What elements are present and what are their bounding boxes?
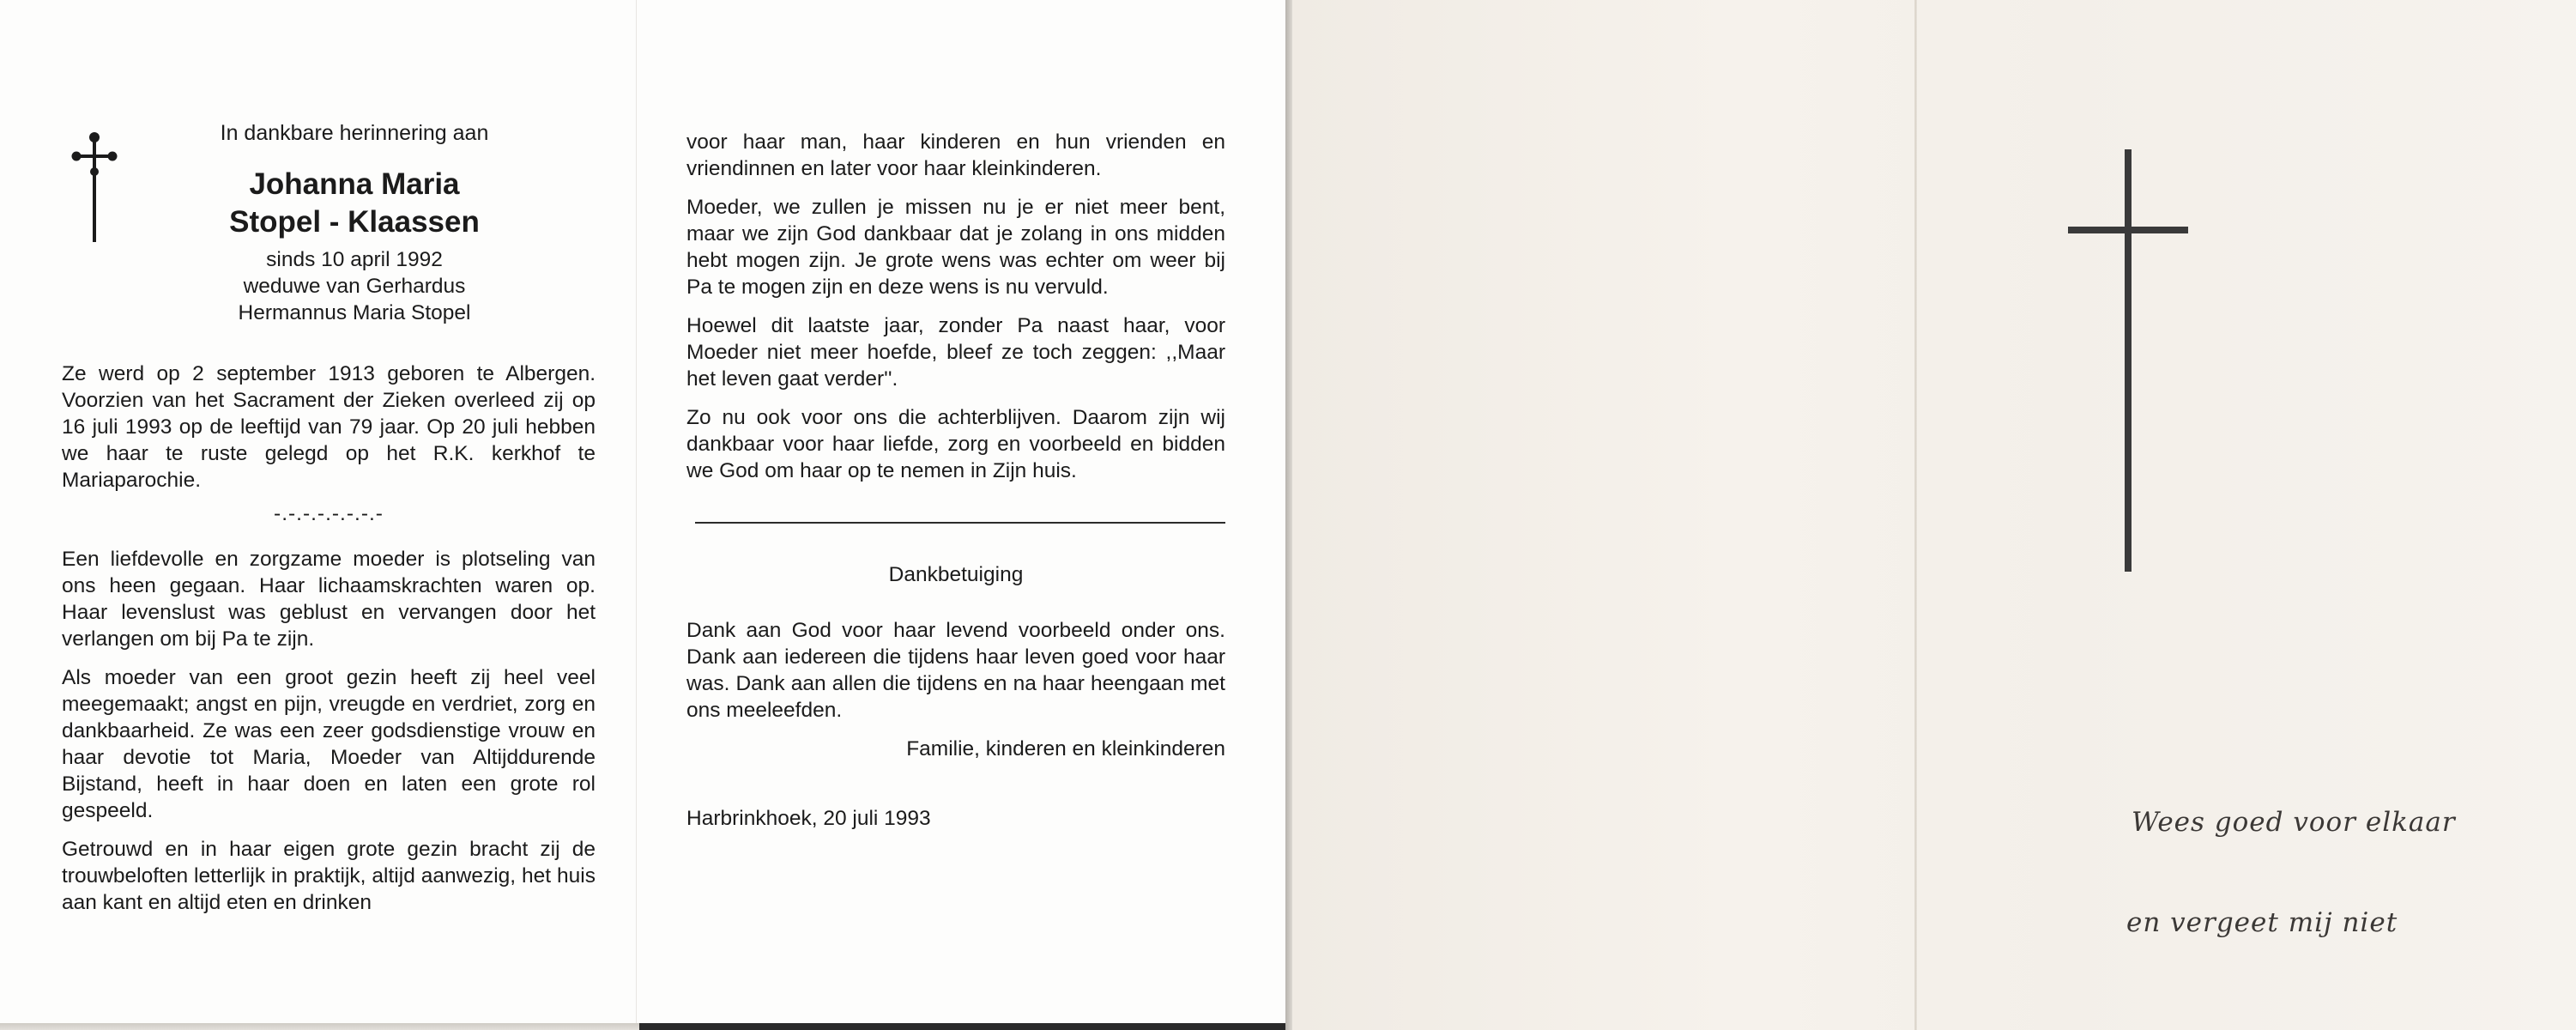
name-line-1: Johanna Maria [249, 167, 460, 201]
birth-death-paragraph: Ze werd op 2 september 1913 geboren te Albergen. Voorzien van het Sacrament der Zieken overleed zij op 16 juli 1993 op de leeftijd van 79 jaar. Op 20 juli hebben we haar te ruste gelegd op het R.K. kerkhof te Mariaparochie. [62, 362, 596, 492]
family-signature: Familie, kinderen en kleinkinderen [906, 737, 1225, 760]
card-gap [1285, 0, 1292, 1030]
widow-info [113, 246, 596, 326]
card-edge-shadow [639, 1023, 1291, 1030]
motto-line-1: Wees goed voor elkaar [2132, 807, 2456, 838]
card-bottom-edge [0, 1023, 1285, 1030]
inner-card [0, 0, 1285, 1023]
widow-line-1: sinds 10 april 1992 [266, 248, 443, 271]
last-year-paragraph: Hoewel dit laatste jaar, zonder Pa naast haar, voor Moeder niet meer hoefde, bleef ze toch zeggen: ,,Maar het leven gaat verder''. [686, 314, 1225, 391]
marriage-paragraph: Getrouwd en in haar eigen grote gezin bracht zij de trouwbeloften letterlijk in praktijk, altijd aanwezig, het huis aan kant en altijd eten en drinken [62, 838, 596, 914]
horizontal-rule [695, 522, 1225, 524]
thanks-title: Dankbetuiging [888, 563, 1024, 586]
card-fold [636, 0, 637, 1023]
motto-line-2: en vergeet mij niet [2126, 907, 2398, 938]
right-column [686, 129, 1225, 844]
family-paragraph: Als moeder van een groot gezin heeft zij heel veel meegemaakt; angst en pijn, vreugde en verdriet, zorg en dankbaarheid. Ze was een zeer godsdienstige vrouw en haar devotie tot Maria, Moeder van Altijddurende Bijstand, heeft in haar doen en laten een grote rol gespeeld. [62, 666, 596, 822]
continued-paragraph: voor haar man, haar kinderen en hun vrienden en vriendinnen en later voor haar kleinkinderen. [686, 130, 1225, 180]
widow-line-3: Hermannus Maria Stopel [238, 301, 471, 324]
place-date: Harbrinkhoek, 20 juli 1993 [686, 807, 931, 830]
card-crease [1914, 0, 1917, 1030]
outer-card [1292, 0, 2576, 1030]
missing-paragraph: Moeder, we zullen je missen nu je er niet meer bent, maar we zijn God dankbaar dat je zolang in ons midden hebt mogen zijn. Je grote wens was echter om weer bij Pa te mogen zijn en deze wens is nu vervuld. [686, 196, 1225, 299]
text-divider: -.-.-.-.-.-.-.- [274, 502, 384, 525]
widow-line-2: weduwe van Gerhardus [243, 275, 466, 298]
intro-text: In dankbare herinnering aan [220, 121, 489, 145]
gratitude-paragraph: Zo nu ook voor ons die achterblijven. Daarom zijn wij dankbaar voor haar liefde, zorg en voorbeeld en bidden we God om haar op te nemen in Zijn huis. [686, 406, 1225, 482]
large-cross-icon [2068, 149, 2188, 572]
thanks-paragraph: Dank aan God voor haar levend voorbeeld onder ons. Dank aan iedereen die tijdens haar leven goed voor haar was. Dank aan allen die tijdens en na haar heengaan met ons meeleefden. [686, 619, 1225, 722]
name-line-2: Stopel - Klaassen [229, 205, 480, 239]
left-column [62, 120, 596, 928]
header-block [113, 120, 596, 326]
mother-paragraph: Een liefdevolle en zorgzame moeder is plotseling van ons heen gegaan. Haar lichaamskrachten waren op. Haar levenslust was geblust en vervangen door het verlangen om bij Pa te zijn. [62, 548, 596, 651]
